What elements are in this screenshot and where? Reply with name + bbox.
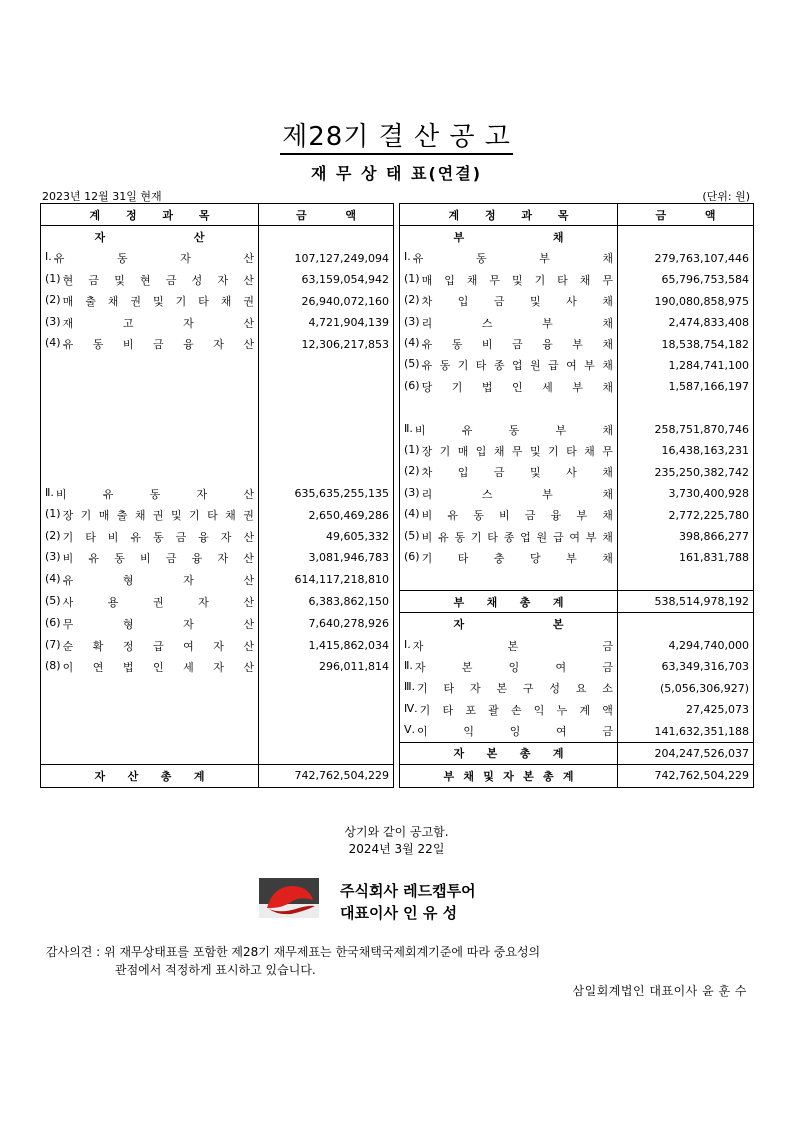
right-account	[400, 312, 618, 333]
right-account	[400, 504, 618, 525]
left-account	[41, 742, 259, 764]
right-amount	[618, 613, 754, 635]
item-label: 매 입 채 무 및 기 타 채 무	[421, 273, 613, 287]
right-amount: 3,730,400,928	[618, 483, 754, 504]
item-number: (3)	[404, 485, 420, 499]
item-label: 매 출 채 권 및 기 타 채 권	[62, 295, 254, 309]
left-account	[41, 699, 259, 720]
left-amount: 1,415,862,034	[259, 635, 394, 656]
item-label: 기 타 충 당 부 채	[421, 551, 613, 565]
table-row	[41, 355, 754, 376]
header-amount-left: 금 액	[259, 204, 394, 226]
left-account	[41, 613, 259, 635]
audit-line-1: 감사의견 : 위 재무상태표를 포함한 제28기 재무제표는 한국채택국제회계기준에 따라 중요성의	[46, 945, 541, 959]
item-number: (2)	[45, 293, 61, 307]
left-amount	[259, 376, 394, 397]
header-amount-right: 금 액	[618, 204, 754, 226]
item-number: Ⅱ.	[404, 421, 413, 435]
item-label: 기 타 비 유 동 금 융 자 산	[62, 530, 254, 544]
equity-total-label: 자 본 총 계	[400, 742, 618, 764]
left-account	[41, 376, 259, 397]
unit-label: (단위: 원)	[702, 190, 750, 203]
item-label: 자 본 금	[412, 639, 613, 653]
left-amount	[259, 440, 394, 461]
item-label: 유 형 자 산	[62, 573, 254, 587]
table-row	[41, 678, 754, 699]
item-label: 유 동 자 산	[53, 252, 254, 266]
right-account	[400, 483, 618, 504]
item-number: (4)	[404, 507, 420, 521]
right-account	[400, 355, 618, 376]
item-label: 리 스 부 채	[421, 487, 613, 501]
item-label: 비 유 동 비 금 융 자 산	[62, 551, 254, 565]
right-amount: 16,438,163,231	[618, 440, 754, 461]
table-row	[41, 591, 754, 613]
right-amount: 235,250,382,742	[618, 462, 754, 483]
left-amount: 296,011,814	[259, 656, 394, 677]
left-account	[41, 248, 259, 269]
table-row	[41, 547, 754, 568]
item-number: Ⅳ.	[404, 701, 418, 715]
audit-line-2: 관점에서 적정하게 표시하고 있습니다.	[115, 963, 316, 977]
table-row	[41, 248, 754, 269]
right-amount: (5,056,306,927)	[618, 678, 754, 699]
table-row	[41, 613, 754, 635]
item-number: (2)	[45, 528, 61, 542]
item-number: (5)	[404, 528, 420, 542]
right-amount	[618, 569, 754, 591]
liab-equity-total-amount: 742,762,504,229	[618, 765, 754, 787]
table-row	[41, 720, 754, 742]
header-account-left: 계 정 과 목	[41, 204, 259, 226]
section-assets: 자 산	[41, 226, 259, 248]
right-account	[400, 635, 618, 656]
right-account	[400, 291, 618, 312]
liab-equity-total-label: 부 채 및 자 본 총 계	[400, 765, 618, 787]
left-amount	[259, 699, 394, 720]
left-amount	[259, 720, 394, 742]
table-row	[41, 333, 754, 354]
left-account	[41, 291, 259, 312]
left-account	[41, 569, 259, 591]
item-number: Ⅰ.	[45, 250, 52, 264]
table-row	[41, 291, 754, 312]
section-equity: 자 본	[400, 613, 618, 635]
right-amount	[618, 398, 754, 419]
header-account-right: 계 정 과 목	[400, 204, 618, 226]
item-number: (2)	[404, 293, 420, 307]
table-row	[41, 569, 754, 591]
left-amount: 7,640,278,926	[259, 613, 394, 635]
left-account	[41, 678, 259, 699]
left-account	[41, 720, 259, 742]
right-amount: 279,763,107,446	[618, 248, 754, 269]
left-account	[41, 483, 259, 504]
item-label: 재 고 자 산	[62, 316, 254, 330]
item-number: (6)	[404, 549, 420, 563]
item-label: 유 동 부 채	[412, 252, 613, 266]
audit-opinion	[46, 943, 540, 979]
right-account	[400, 419, 618, 440]
announcement	[0, 824, 793, 858]
item-number: (5)	[45, 593, 61, 607]
left-account	[41, 547, 259, 568]
item-label: 자 본 잉 여 금	[414, 660, 613, 674]
item-label: 리 스 부 채	[421, 316, 613, 330]
liabilities-total-label: 부 채 총 계	[400, 591, 618, 613]
right-amount: 190,080,858,975	[618, 291, 754, 312]
table-row	[41, 312, 754, 333]
left-amount: 635,635,255,135	[259, 483, 394, 504]
balance-sheet-table	[40, 203, 754, 788]
item-label: 비 유 동 비 금 융 부 채	[421, 509, 613, 523]
statement-title: 재 무 상 태 표(연결)	[310, 164, 483, 183]
table-row	[41, 742, 754, 764]
company-ceo: 대표이사 인 유 성	[340, 904, 458, 922]
announce-date: 2024년 3월 22일	[348, 842, 445, 856]
item-label: 순 확 정 급 여 자 산	[62, 639, 254, 653]
table-row	[41, 440, 754, 461]
item-number: (7)	[45, 637, 61, 651]
item-label: 이 연 법 인 세 자 산	[62, 660, 254, 674]
item-label: 이 익 잉 여 금	[417, 725, 613, 739]
right-account	[400, 333, 618, 354]
item-number: (1)	[45, 271, 61, 285]
item-label: 기 타 자 본 구 성 요 소	[417, 682, 613, 696]
right-account	[400, 547, 618, 568]
left-amount	[259, 678, 394, 699]
left-account	[41, 504, 259, 525]
left-account	[41, 333, 259, 354]
left-amount: 6,383,862,150	[259, 591, 394, 613]
item-number: (2)	[404, 464, 420, 478]
right-account	[400, 656, 618, 677]
announcement-title: 제28기 결 산 공 고	[0, 122, 793, 155]
item-label: 비 유 동 자 산	[55, 487, 254, 501]
item-number: (4)	[404, 336, 420, 350]
right-account	[400, 376, 618, 397]
auditor-signature: 삼일회계법인 대표이사 윤 훈 수	[572, 984, 747, 998]
item-label: 유 동 비 금 융 자 산	[62, 338, 254, 352]
table-row	[41, 419, 754, 440]
company-block	[340, 880, 476, 924]
left-amount: 107,127,249,094	[259, 248, 394, 269]
section-row	[41, 226, 754, 248]
left-account	[41, 635, 259, 656]
item-number: (1)	[404, 271, 420, 285]
equity-total-amount: 204,247,526,037	[618, 742, 754, 764]
left-amount	[259, 742, 394, 764]
left-account	[41, 419, 259, 440]
right-account	[400, 398, 618, 419]
item-number: (6)	[45, 615, 61, 629]
right-account	[400, 269, 618, 290]
left-amount	[259, 462, 394, 483]
left-amount: 614,117,218,810	[259, 569, 394, 591]
item-number: Ⅰ.	[404, 250, 411, 264]
item-number: (8)	[45, 658, 61, 672]
left-account	[41, 462, 259, 483]
right-amount: 161,831,788	[618, 547, 754, 568]
left-amount	[259, 355, 394, 376]
table-row	[41, 483, 754, 504]
right-amount: 258,751,870,746	[618, 419, 754, 440]
left-account	[41, 591, 259, 613]
right-amount: 1,284,741,100	[618, 355, 754, 376]
right-amount: 27,425,073	[618, 699, 754, 720]
item-number: Ⅴ.	[404, 723, 416, 737]
item-number: (5)	[404, 357, 420, 371]
left-account	[41, 398, 259, 419]
table-row	[41, 398, 754, 419]
left-amount: 3,081,946,783	[259, 547, 394, 568]
left-account	[41, 312, 259, 333]
left-amount	[259, 419, 394, 440]
item-number: (4)	[45, 336, 61, 350]
item-label: 비 유 동 부 채	[414, 423, 613, 437]
left-account	[41, 656, 259, 677]
item-number: (3)	[45, 314, 61, 328]
right-account	[400, 569, 618, 591]
table-header-row	[41, 204, 754, 226]
right-amount: 141,632,351,188	[618, 720, 754, 742]
table-row	[41, 504, 754, 525]
left-amount: 26,940,072,160	[259, 291, 394, 312]
item-number: (1)	[45, 507, 61, 521]
item-label: 현 금 및 현 금 성 자 산	[62, 273, 254, 287]
right-amount: 1,587,166,197	[618, 376, 754, 397]
item-number: (3)	[404, 314, 420, 328]
section-liabilities: 부 채	[400, 226, 618, 248]
left-amount: 4,721,904,139	[259, 312, 394, 333]
left-account	[41, 355, 259, 376]
right-amount: 65,796,753,584	[618, 269, 754, 290]
assets-total-amount: 742,762,504,229	[259, 765, 394, 787]
assets-total-label: 자 산 총 계	[41, 765, 259, 787]
item-number: Ⅲ.	[404, 680, 416, 694]
right-amount: 2,474,833,408	[618, 312, 754, 333]
table-row	[41, 376, 754, 397]
announce-line: 상기와 같이 공고함.	[344, 825, 449, 839]
left-account	[41, 440, 259, 461]
left-amount: 49,605,332	[259, 526, 394, 547]
item-label: 당 기 법 인 세 부 채	[421, 380, 613, 394]
item-label: 비 유 동 기 타 종 업 원 급 여 부 채	[421, 530, 613, 544]
item-number: (4)	[45, 571, 61, 585]
right-account	[400, 720, 618, 742]
right-amount: 18,538,754,182	[618, 333, 754, 354]
right-amount: 63,349,316,703	[618, 656, 754, 677]
item-number: Ⅱ.	[45, 485, 54, 499]
grand-total-row	[41, 765, 754, 787]
table-row	[41, 699, 754, 720]
report-date: 2023년 12월 31일 현재	[42, 190, 162, 203]
item-number: (6)	[404, 378, 420, 392]
right-account	[400, 462, 618, 483]
left-amount	[259, 398, 394, 419]
item-label: 유 동 기 타 종 업 원 급 여 부 채	[421, 359, 613, 373]
item-label: 차 입 금 및 사 채	[421, 466, 613, 480]
item-label: 사 용 권 자 산	[62, 595, 254, 609]
right-amount: 398,866,277	[618, 526, 754, 547]
item-number: Ⅱ.	[404, 658, 413, 672]
table-row	[41, 526, 754, 547]
item-label: 차 입 금 및 사 채	[421, 295, 613, 309]
right-amount: 4,294,740,000	[618, 635, 754, 656]
table-row	[41, 462, 754, 483]
left-amount: 63,159,054,942	[259, 269, 394, 290]
left-account	[41, 526, 259, 547]
item-label: 장 기 매 출 채 권 및 기 타 채 권	[62, 509, 254, 523]
item-label: 무 형 자 산	[62, 617, 254, 631]
right-account	[400, 526, 618, 547]
liabilities-total-amount: 538,514,978,192	[618, 591, 754, 613]
left-account	[41, 269, 259, 290]
table-row	[41, 269, 754, 290]
item-number: Ⅰ.	[404, 637, 411, 651]
right-amount: 2,772,225,780	[618, 504, 754, 525]
right-account	[400, 440, 618, 461]
left-amount: 2,650,469,286	[259, 504, 394, 525]
item-label: 장 기 매 입 채 무 및 기 타 채 무	[421, 444, 613, 458]
right-account	[400, 248, 618, 269]
table-row	[41, 656, 754, 677]
item-label: 기 타 포 괄 손 익 누 계 액	[419, 703, 613, 717]
right-account	[400, 699, 618, 720]
item-label: 유 동 비 금 융 부 채	[421, 338, 613, 352]
company-logo	[259, 878, 319, 918]
left-amount: 12,306,217,853	[259, 333, 394, 354]
item-number: (1)	[404, 442, 420, 456]
table-row	[41, 635, 754, 656]
company-name: 주식회사 레드캡투어	[340, 882, 476, 900]
item-number: (3)	[45, 549, 61, 563]
right-account	[400, 678, 618, 699]
